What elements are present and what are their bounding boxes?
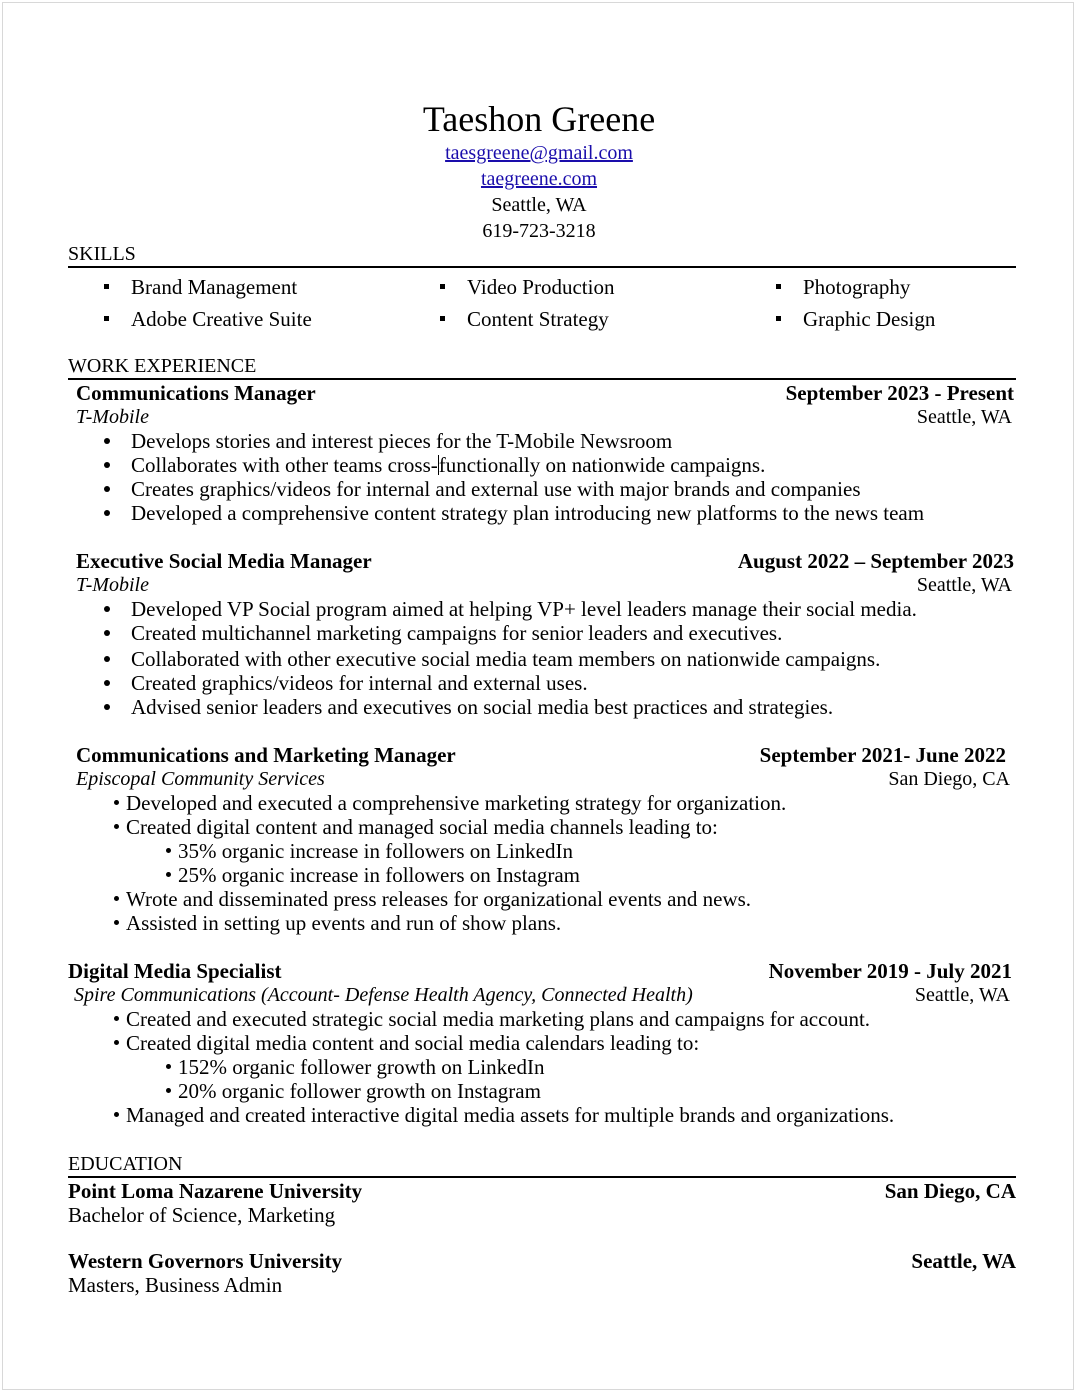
sub-bullet-icon — [166, 1088, 171, 1093]
work-heading: WORK EXPERIENCE — [68, 355, 257, 377]
job-location: San Diego, CA — [888, 768, 1010, 790]
skill-item: Brand Management — [131, 275, 298, 299]
job-dates: September 2023 - Present — [785, 381, 1014, 405]
skill-item: Content Strategy — [467, 307, 609, 331]
bullet-icon — [104, 656, 110, 662]
education-heading: EDUCATION — [68, 1153, 183, 1175]
candidate-name: Taeshon Greene — [422, 99, 656, 139]
job-bullet: Developed VP Social program aimed at helping VP+ level leaders manage their social media. — [131, 597, 917, 621]
job-org: T-Mobile — [76, 406, 149, 428]
job-bullet: Creates graphics/videos for internal and external use with major brands and companies — [131, 477, 861, 501]
job-bullet: Collaborated with other executive social media team members on nationwide campaigns. — [131, 647, 881, 671]
skill-bullet-icon — [440, 316, 445, 321]
job-bullet: Created and executed strategic social media marketing plans and campaigns for account. — [126, 1007, 871, 1031]
job-org: T-Mobile — [76, 574, 149, 596]
skills-heading: SKILLS — [68, 243, 136, 265]
job-org: Spire Communications (Account- Defense Health Agency, Connected Health) — [74, 984, 693, 1006]
job-org: Episcopal Community Services — [76, 768, 325, 790]
bullet-icon — [114, 800, 119, 805]
header-location: Seattle, WA — [491, 194, 587, 216]
job-title: Communications Manager — [76, 381, 316, 405]
sub-bullet-icon — [166, 1064, 171, 1069]
job-title: Communications and Marketing Manager — [76, 743, 456, 767]
job-bullet: Assisted in setting up events and run of show plans. — [126, 911, 562, 935]
school-degree: Masters, Business Admin — [68, 1273, 283, 1297]
job-bullet: Managed and created interactive digital media assets for multiple brands and organizations. — [126, 1103, 895, 1127]
skill-item: Video Production — [467, 275, 615, 299]
job-location: Seattle, WA — [916, 406, 1012, 428]
job-bullet: Develops stories and interest pieces for the T-Mobile Newsroom — [131, 429, 673, 453]
skill-bullet-icon — [104, 284, 109, 289]
bullet-icon — [114, 1040, 119, 1045]
sub-bullet-icon — [166, 872, 171, 877]
skill-item: Graphic Design — [803, 307, 936, 331]
skills-rule — [68, 266, 1016, 268]
job-dates: August 2022 – September 2023 — [737, 549, 1014, 573]
job-title: Digital Media Specialist — [68, 959, 282, 983]
skill-item: Adobe Creative Suite — [131, 307, 312, 331]
job-bullet: Collaborates with other teams cross-functionally on nationwide campaigns. — [131, 453, 766, 477]
bullet-icon — [114, 1112, 119, 1117]
job-bullet: Wrote and disseminated press releases for organizational events and news. — [126, 887, 752, 911]
job-location: Seattle, WA — [916, 574, 1012, 596]
bullet-icon — [104, 704, 110, 710]
bullet-icon — [104, 630, 110, 636]
skill-bullet-icon — [104, 316, 109, 321]
job-location: Seattle, WA — [914, 984, 1010, 1006]
sub-bullet-icon — [166, 848, 171, 853]
school-name: Western Governors University — [68, 1249, 343, 1273]
bullet-icon — [104, 438, 110, 444]
skill-bullet-icon — [776, 284, 781, 289]
job-title: Executive Social Media Manager — [76, 549, 372, 573]
job-bullet: Developed a comprehensive content strategy plan introducing new platforms to the news team — [131, 501, 925, 525]
skill-bullet-icon — [440, 284, 445, 289]
bullet-icon — [104, 486, 110, 492]
job-dates: September 2021- June 2022 — [759, 743, 1006, 767]
bullet-icon — [114, 824, 119, 829]
school-location: Seattle, WA — [911, 1249, 1016, 1273]
job-bullet: Developed and executed a comprehensive marketing strategy for organization. — [126, 791, 787, 815]
job-sub-bullet: 35% organic increase in followers on LinkedIn — [178, 839, 573, 863]
job-bullet: Created digital content and managed social media channels leading to: — [126, 815, 718, 839]
job-bullet: Created multichannel marketing campaigns for senior leaders and executives. — [131, 621, 783, 645]
job-bullet: Advised senior leaders and executives on social media best practices and strategies. — [131, 695, 834, 719]
job-sub-bullet: 152% organic follower growth on LinkedIn — [178, 1055, 545, 1079]
job-bullet: Created graphics/videos for internal and external uses. — [131, 671, 588, 695]
phone-number: 619-723-3218 — [482, 220, 596, 242]
job-sub-bullet: 20% organic follower growth on Instagram — [178, 1079, 541, 1103]
bullet-icon — [114, 1016, 119, 1021]
skill-item: Photography — [803, 275, 911, 299]
school-name: Point Loma Nazarene University — [68, 1179, 363, 1203]
job-sub-bullet: 25% organic increase in followers on Instagram — [178, 863, 580, 887]
school-location: San Diego, CA — [884, 1179, 1016, 1203]
bullet-icon — [114, 920, 119, 925]
bullet-icon — [104, 510, 110, 516]
bullet-icon — [104, 680, 110, 686]
bullet-icon — [104, 462, 110, 468]
school-degree: Bachelor of Science, Marketing — [68, 1203, 336, 1227]
email-link[interactable]: taesgreene@gmail.com — [445, 142, 633, 164]
job-dates: November 2019 - July 2021 — [768, 959, 1012, 983]
skill-bullet-icon — [776, 316, 781, 321]
job-bullet: Created digital media content and social media calendars leading to: — [126, 1031, 700, 1055]
bullet-icon — [114, 896, 119, 901]
website-link[interactable]: taegreene.com — [480, 168, 598, 190]
bullet-icon — [104, 606, 110, 612]
